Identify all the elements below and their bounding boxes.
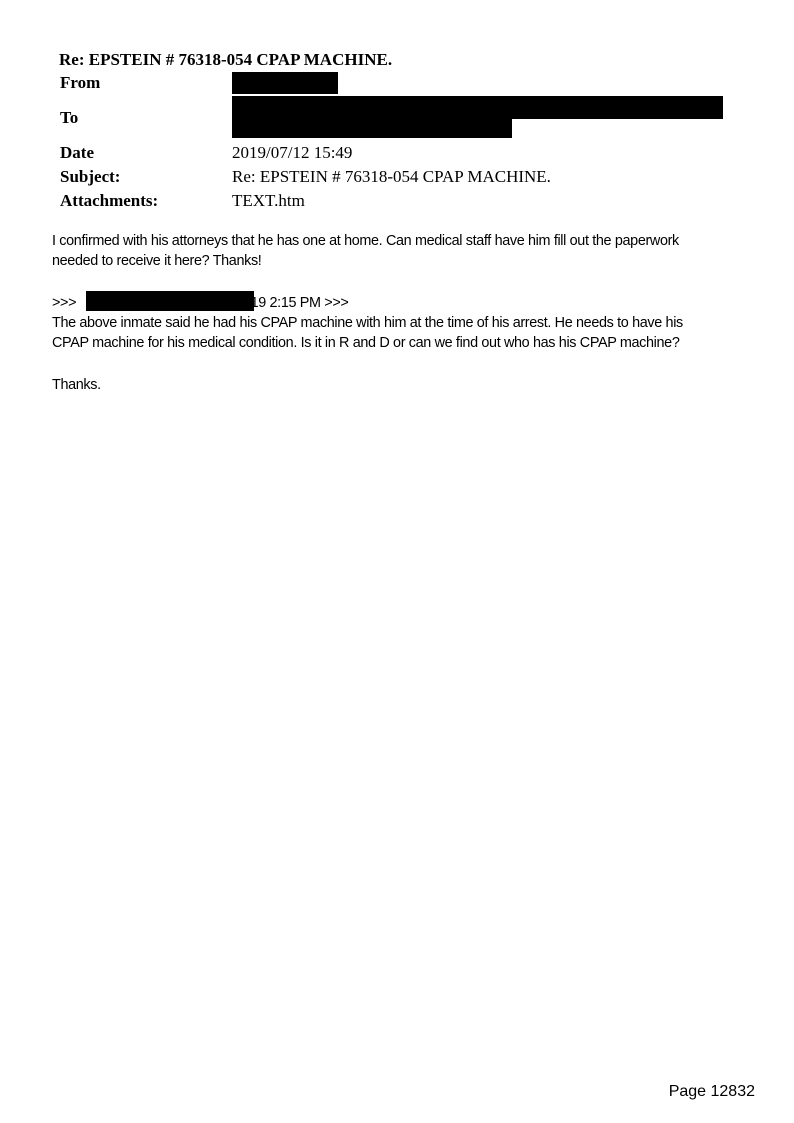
subject-label: Subject:	[60, 167, 121, 186]
reply-line-2: needed to receive it here? Thanks!	[52, 253, 262, 269]
from-redaction-block	[232, 72, 338, 94]
to-redaction-block	[232, 96, 723, 119]
attachments-label: Attachments:	[60, 191, 159, 210]
date-value: 2019/07/12 15:49	[232, 143, 353, 162]
reply-line-1: I confirmed with his attorneys that he has one at home. Can medical staff have him fill out the paperwork	[52, 233, 679, 249]
from-label: From	[60, 73, 101, 92]
signoff: Thanks.	[52, 377, 101, 393]
quote-header	[52, 293, 752, 313]
quote-timestamp: 7/12/2019 2:15 PM >>>	[205, 295, 349, 311]
to-label: To	[60, 108, 79, 127]
subject-value: Re: EPSTEIN # 76318-054 CPAP MACHINE.	[232, 167, 551, 186]
original-line-2: CPAP machine for his medical condition. Is it in R and D or can we find out who has his CPAP machine?	[52, 335, 680, 351]
attachments-value: TEXT.htm	[232, 191, 305, 210]
date-label: Date	[60, 143, 94, 162]
email-title: Re: EPSTEIN # 76318-054 CPAP MACHINE.	[59, 50, 393, 69]
quote-prefix: >>>	[52, 295, 77, 311]
to-redaction-block-2	[232, 117, 512, 138]
original-line-1: The above inmate said he had his CPAP machine with him at the time of his arrest. He needs to have his	[52, 315, 683, 331]
page-number: Page 12832	[668, 1083, 755, 1100]
